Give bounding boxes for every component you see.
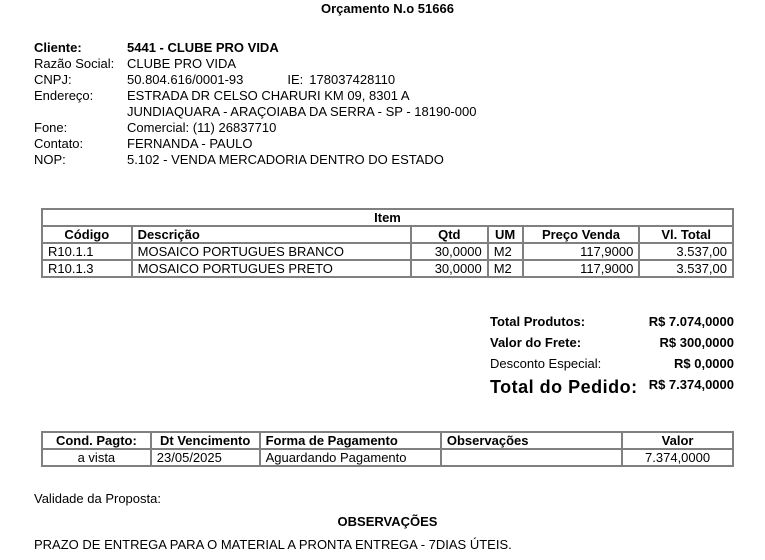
- ie-label: IE:: [287, 72, 304, 87]
- client-value: 5441 - CLUBE PRO VIDA: [127, 40, 279, 55]
- fone-value: Comercial: (11) 26837710: [127, 120, 277, 135]
- cell-descricao: MOSAICO PORTUGUES PRETO: [132, 260, 411, 277]
- nop-value: 5.102 - VENDA MERCADORIA DENTRO DO ESTADO: [127, 152, 444, 167]
- cnpj-label: CNPJ:: [34, 72, 72, 87]
- razao-social-label: Razão Social:: [34, 56, 115, 71]
- header-codigo: Código: [42, 226, 132, 243]
- cell-vl-total: 3.537,00: [639, 243, 733, 260]
- valor-frete-row: [490, 332, 734, 353]
- items-header-row: [42, 226, 733, 243]
- header-observacoes: Observações: [441, 432, 622, 449]
- table-row: [42, 260, 733, 277]
- cell-codigo: R10.1.1: [42, 243, 132, 260]
- desconto-row: [490, 353, 734, 374]
- total-pedido-row: [490, 374, 734, 400]
- client-row: [34, 40, 476, 56]
- table-row: [42, 243, 733, 260]
- cell-qtd: 30,0000: [411, 243, 488, 260]
- client-label: Cliente:: [34, 40, 82, 55]
- cell-um: M2: [488, 260, 523, 277]
- cell-um: M2: [488, 243, 523, 260]
- total-produtos-label: Total Produtos:: [490, 314, 586, 329]
- payment-header-row: [42, 432, 733, 449]
- cell-observacoes: [441, 449, 622, 466]
- header-valor: Valor: [622, 432, 733, 449]
- items-caption-row: [42, 209, 733, 226]
- cell-vl-total: 3.537,00: [639, 260, 733, 277]
- total-pedido-value: R$ 7.374,0000: [648, 377, 734, 392]
- endereco-line1: ESTRADA DR CELSO CHARURI KM 09, 8301 A: [127, 88, 410, 103]
- nop-label: NOP:: [34, 152, 66, 167]
- cell-forma-pagamento: Aguardando Pagamento: [260, 449, 441, 466]
- items-table: [41, 208, 734, 278]
- cell-preco-venda: 117,9000: [523, 243, 640, 260]
- header-forma-pagamento: Forma de Pagamento: [260, 432, 441, 449]
- header-vl-total: Vl. Total: [639, 226, 733, 243]
- endereco-row-2: [34, 104, 476, 120]
- payment-table: [41, 431, 734, 467]
- cnpj-value: 50.804.616/0001-93: [127, 72, 244, 87]
- header-descricao: Descrição: [132, 226, 411, 243]
- items-caption: Item: [42, 209, 733, 226]
- cell-preco-venda: 117,9000: [523, 260, 640, 277]
- cnpj-row: [34, 72, 476, 88]
- header-dt-vencimento: Dt Vencimento: [151, 432, 260, 449]
- cell-qtd: 30,0000: [411, 260, 488, 277]
- endereco-line2: JUNDIAQUARA - ARAÇOIABA DA SERRA - SP - 18190-000: [127, 104, 477, 119]
- cell-valor: 7.374,0000: [622, 449, 733, 466]
- client-info: [34, 40, 476, 168]
- razao-social-value: CLUBE PRO VIDA: [127, 56, 237, 71]
- cell-dt-vencimento: 23/05/2025: [151, 449, 260, 466]
- fone-row: [34, 120, 476, 136]
- valor-frete-label: Valor do Frete:: [490, 335, 582, 350]
- document-title: Orçamento N.o 51666: [321, 1, 454, 16]
- nop-row: [34, 152, 476, 168]
- observacoes-title: OBSERVAÇÕES: [337, 514, 438, 529]
- cell-descricao: MOSAICO PORTUGUES BRANCO: [132, 243, 411, 260]
- razao-social-row: [34, 56, 476, 72]
- header-qtd: Qtd: [411, 226, 488, 243]
- total-produtos-value: R$ 7.074,0000: [648, 314, 734, 329]
- endereco-label: Endereço:: [34, 88, 94, 103]
- table-row: [42, 449, 733, 466]
- contato-value: FERNANDA - PAULO: [127, 136, 253, 151]
- desconto-label: Desconto Especial:: [490, 356, 602, 371]
- total-produtos-row: [490, 311, 734, 332]
- desconto-value: R$ 0,0000: [674, 356, 734, 371]
- contato-label: Contato:: [34, 136, 84, 151]
- observacoes-text: PRAZO DE ENTREGA PARA O MATERIAL A PRONTA ENTREGA - 7DIAS ÚTEIS.: [34, 537, 512, 552]
- valor-frete-value: R$ 300,0000: [659, 335, 734, 350]
- validade-label: Validade da Proposta:: [34, 491, 161, 506]
- header-preco-venda: Preço Venda: [523, 226, 640, 243]
- contato-row: [34, 136, 476, 152]
- cell-cond-pagto: a vista: [42, 449, 151, 466]
- spacer: [34, 104, 127, 120]
- totals-block: [490, 311, 734, 400]
- endereco-row: [34, 88, 476, 104]
- header-um: UM: [488, 226, 523, 243]
- total-pedido-label: Total do Pedido:: [490, 377, 638, 397]
- cell-codigo: R10.1.3: [42, 260, 132, 277]
- fone-label: Fone:: [34, 120, 68, 135]
- ie-value: 178037428110: [309, 72, 396, 87]
- header-cond-pagto: Cond. Pagto:: [42, 432, 151, 449]
